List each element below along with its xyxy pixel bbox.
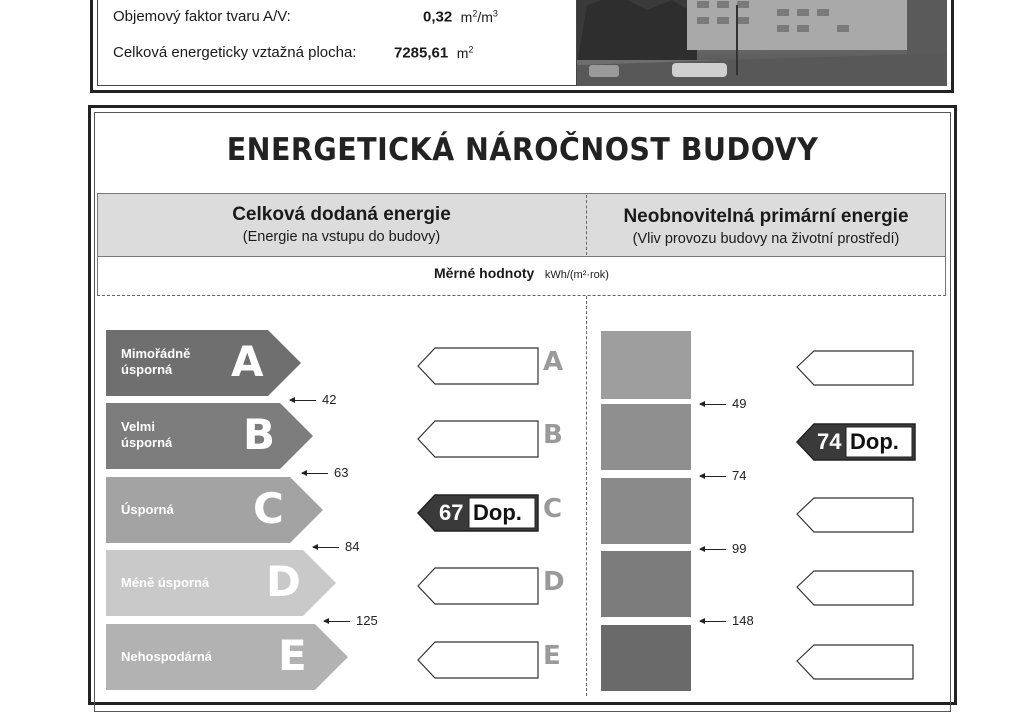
left-empty-marker-a xyxy=(417,347,539,390)
class-letter-a: A xyxy=(231,337,264,386)
right-threshold-99: 99 xyxy=(700,541,746,556)
class-letter-c: C xyxy=(253,484,284,533)
right-threshold-148: 148 xyxy=(700,613,754,628)
area-unit-exp: 2 xyxy=(468,44,474,54)
units-label: Měrné hodnoty xyxy=(434,265,535,281)
left-rating-indicator xyxy=(417,494,539,537)
right-rating-indicator xyxy=(796,423,916,466)
left-rating-label: Dop. xyxy=(473,500,522,525)
class-name-e: Nehospodárná xyxy=(121,649,213,664)
shape-factor-value: 0,32 xyxy=(423,8,453,26)
units-value: kWh/(m²·rok) xyxy=(544,269,609,281)
left-column-title: Celková dodaná energie xyxy=(232,204,451,225)
left-scale-letter-b: B xyxy=(543,420,563,450)
units-caption xyxy=(97,265,946,283)
shape-factor-value-group xyxy=(423,8,498,27)
left-rating-value: 67 xyxy=(439,500,464,525)
left-empty-marker-b xyxy=(417,420,539,463)
shape-factor-unit-exp2: 3 xyxy=(492,8,498,18)
shape-factor-label: Objemový faktor tvaru A/V: xyxy=(113,8,291,25)
left-scale-letter-a: A xyxy=(543,347,564,377)
class-name-d: Méně úsporná xyxy=(121,575,210,590)
left-empty-marker-e xyxy=(417,641,539,684)
class-arrow-d xyxy=(106,550,337,616)
certificate-title: ENERGETICKÁ NÁROČNOST BUDOVY xyxy=(226,132,819,168)
left-column-subtitle: (Energie na vstupu do budovy) xyxy=(242,229,441,245)
class-arrow-e xyxy=(106,624,349,690)
left-threshold-84: 84 xyxy=(313,539,359,554)
class-arrow-c xyxy=(106,477,324,543)
right-empty-marker-c xyxy=(796,497,916,540)
right-empty-marker-e xyxy=(796,644,916,687)
left-scale-letter-c: C xyxy=(543,494,563,524)
left-threshold-63: 63 xyxy=(302,465,348,480)
right-class-bar-c xyxy=(601,478,691,544)
class-arrow-b xyxy=(106,403,314,469)
left-empty-marker-d xyxy=(417,567,539,610)
left-threshold-125: 125 xyxy=(324,613,378,628)
class-letter-b: B xyxy=(243,410,276,459)
class-letter-e: E xyxy=(278,631,307,680)
left-scale-letter-d: D xyxy=(543,567,565,597)
right-threshold-49: 49 xyxy=(700,396,746,411)
left-scale-letter-e: E xyxy=(543,641,561,671)
class-arrow-a xyxy=(106,330,302,396)
class-name-c: Úsporná xyxy=(121,502,174,517)
left-threshold-42: 42 xyxy=(290,392,336,407)
class-name-a: Mimořádně úsporná xyxy=(121,346,191,377)
right-empty-marker-a xyxy=(796,350,916,393)
right-column-title: Neobnovitelná primární energie xyxy=(623,206,909,227)
right-rating-label: Dop. xyxy=(850,429,899,454)
right-rating-value: 74 xyxy=(817,429,842,454)
shape-factor-unit-exp1: 2 xyxy=(472,8,478,18)
right-column-subtitle: (Vliv provozu budovy na životní prostředí) xyxy=(632,231,900,247)
right-empty-marker-d xyxy=(796,570,916,613)
right-class-bar-a xyxy=(601,331,691,399)
right-class-bar-b xyxy=(601,404,691,470)
class-letter-d: D xyxy=(266,557,301,606)
units-divider xyxy=(97,295,946,296)
columns-divider xyxy=(586,296,587,696)
class-name-b: Velmi úsporná xyxy=(121,419,173,450)
shape-factor-unit-mid: /m xyxy=(477,8,493,25)
right-class-bar-e xyxy=(601,625,691,691)
area-value: 7285,61 xyxy=(394,44,449,62)
building-photo xyxy=(577,0,947,86)
area-value-group xyxy=(394,44,473,63)
area-label: Celková energeticky vztažná plocha: xyxy=(113,44,357,61)
area-unit: m xyxy=(456,44,469,61)
right-class-bar-d xyxy=(601,551,691,617)
shape-factor-unit: m xyxy=(460,8,473,25)
right-threshold-74: 74 xyxy=(700,468,746,483)
